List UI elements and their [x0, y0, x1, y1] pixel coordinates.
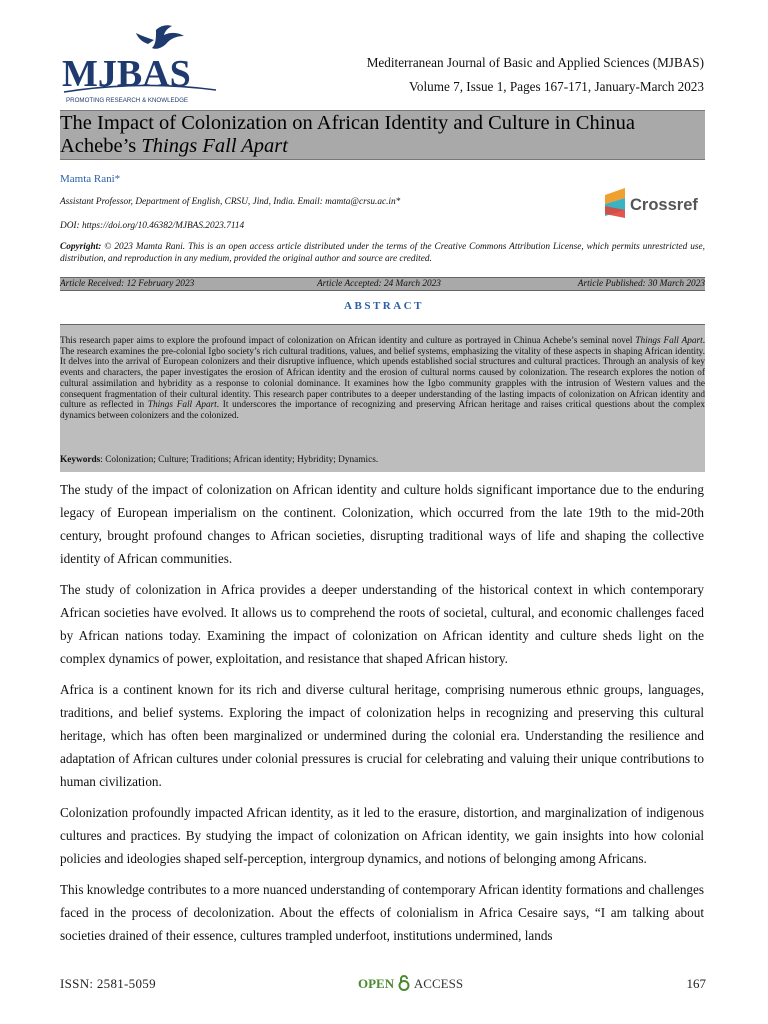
title-book-name: Things Fall Apart	[141, 135, 288, 157]
body-paragraph: The study of the impact of colonization on African identity and culture holds significant importance due to the enduring legacy of European imperialism on the continent. Colonization, which occurred from the late 19th to the mid-20th century, brought profound changes to African societies, disrupting traditional ways of life and shaping the collective identity of African communities.	[60, 482, 704, 566]
date-published: Article Published: 30 March 2023	[577, 279, 705, 289]
paper-title: The Impact of Colonization on African Identity and Culture in Chinua Achebe’s Things Fall Apart	[60, 112, 636, 157]
mjbas-logo	[60, 22, 220, 106]
date-accepted: Article Accepted: 24 March 2023	[317, 279, 441, 289]
logo-tagline: PROMOTING RESEARCH & KNOWLEDGE	[66, 97, 189, 104]
body-paragraph: The study of colonization in Africa provides a deeper understanding of the historical context in which contemporary African societies have evolved. It allows us to comprehend the roots of societal, cultural, and economic challenges faced by African nations today. Examining the impact of colonization on African identity and culture sheds light on the complex dynamics of power, exploitation, and resistance that shaped African history.	[60, 582, 704, 666]
title-banner	[60, 110, 705, 160]
author-affiliation: Assistant Professor, Department of English, CRSU, Jind, India. Email: mamta@crsu.ac.in*	[60, 197, 401, 207]
journal-name: Mediterranean Journal of Basic and Applied Sciences (MJBAS)	[366, 55, 704, 70]
abstract-box	[60, 324, 705, 472]
logo-wordmark: MJBAS	[62, 53, 191, 95]
body-paragraph: This knowledge contributes to a more nuanced understanding of contemporary African identity formations and challenges faced in the process of decolonization. About the effects of colonialism in Africa Cesaire says, “I am talking about societies drained of their essence, cultures trampled underfoot, institutions undermined, lands	[60, 882, 704, 943]
open-access-badge: OPEN ACCESS	[358, 976, 464, 991]
bird-icon	[136, 25, 184, 49]
doi-link[interactable]: DOI: https://doi.org/10.46382/MJBAS.2023.7114	[60, 221, 245, 231]
open-lock-icon	[397, 975, 411, 991]
author-name[interactable]: Mamta Rani*	[60, 173, 121, 185]
journal-issue: Volume 7, Issue 1, Pages 167-171, January-March 2023	[409, 79, 704, 94]
body-paragraph: Colonization profoundly impacted African identity, as it led to the erasure, distortion, and marginalization of indigenous cultures and practices. By studying the impact of colonization on African identity, we gain insights into how colonial policies and ideologies shaped self-perception, intergroup dynamics, and notions of belonging among Africans.	[60, 805, 704, 866]
crossref-label: Crossref	[630, 196, 698, 214]
abstract-heading: ABSTRACT	[344, 300, 424, 312]
body-paragraph: Africa is a continent known for its rich and diverse cultural heritage, comprising numerous ethnic groups, languages, traditions, and belief systems. Exploring the impact of colonization helps in recognizing and preserving this cultural heritage, which has often been marginalized or undermined during the colonial era. Understanding the resilience and adaptation of African cultures under colonial pressures is crucial for celebrating and valuing their unique contributions to human civilization.	[60, 682, 704, 789]
footer-issn: ISSN: 2581-5059	[60, 976, 156, 991]
page-number: 167	[686, 976, 706, 991]
date-received: Article Received: 12 February 2023	[60, 279, 195, 289]
article-dates-bar	[60, 277, 705, 291]
body-text	[60, 478, 704, 955]
copyright-notice: Copyright: © 2023 Mamta Rani. This is an open access article distributed under the terms of the Creative Commons Attribution License, which permits unrestricted use, distribution, and reproduction in any medium, provided the original author and source are credited.	[60, 242, 705, 265]
crossref-logo[interactable]	[603, 186, 705, 220]
abstract-text: This research paper aims to explore the profound impact of colonization on African identity and culture as portrayed in Chinua Achebe’s seminal novel Things Fall Apart. The research examines the pre-colonial Igbo society’s rich cultural traditions, values, and belief systems, emphasizing the vitality of these aspects in shaping African identity. It delves into the arrival of European colonizers and their disruptive influence, which upends established social structures and cultural practices. Through an analysis of key events and characters, the paper investigates the erosion of African identity and the erosion of cultural norms caused by colonization. The research explores the notion of cultural assimilation and hybridity as a response to colonial dominance. It examines how the Igbo community grapples with the intrusion of Western values and the consequent fragmentation of their cultural identity. This research paper contributes to a deeper understanding of the lasting impacts of colonization on African identity and culture as reflected in Things Fall Apart. It underscores the importance of recognizing and preserving African heritage and raises critical questions about the complex dynamics between colonizers and the colonized.	[60, 336, 705, 421]
keywords: Keywords: Colonization; Culture; Traditions; African identity; Hybridity; Dynamics.	[60, 455, 379, 465]
crossref-icon	[605, 188, 625, 218]
